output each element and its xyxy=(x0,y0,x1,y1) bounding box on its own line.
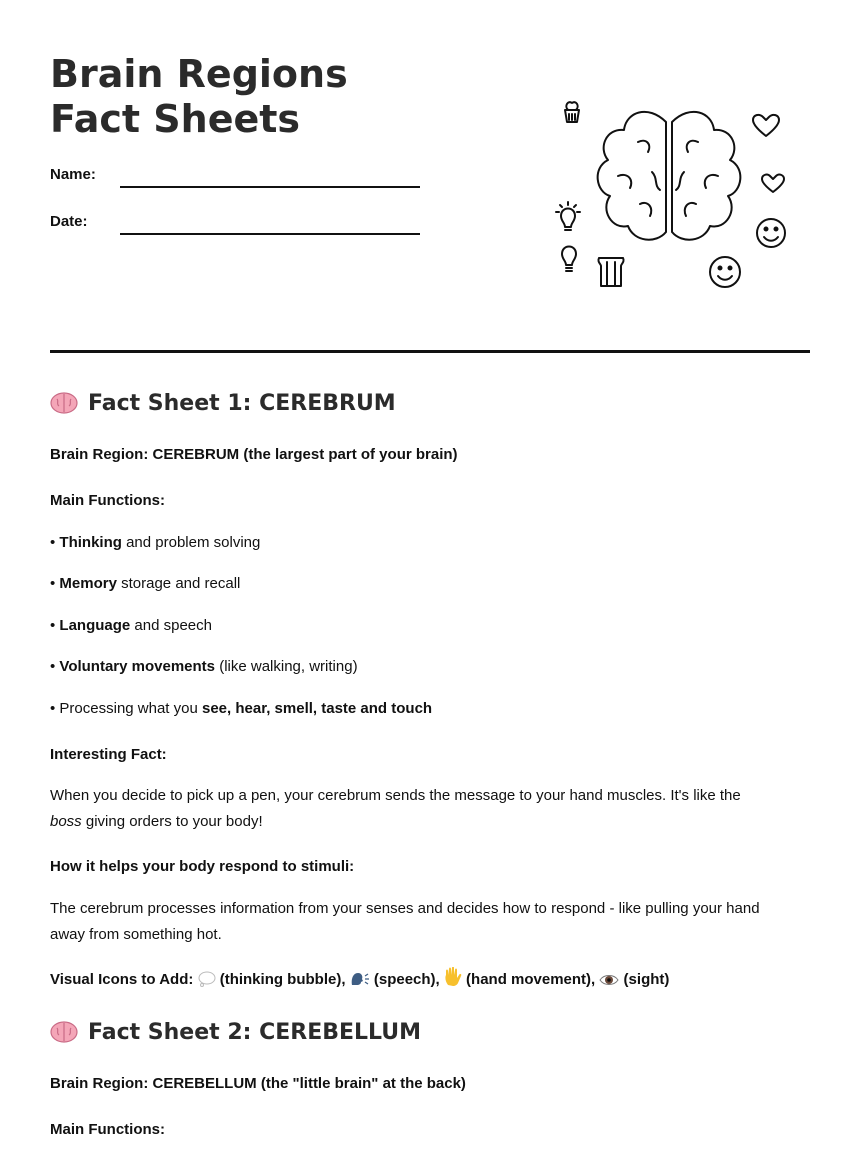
smiley-icon xyxy=(710,257,740,287)
brain-emoji-icon xyxy=(50,1020,78,1044)
list-item: • Voluntary movements (like walking, writing) xyxy=(50,658,358,675)
name-line[interactable] xyxy=(120,186,420,188)
brain-drawing-icon xyxy=(598,112,741,240)
smiley-icon xyxy=(757,219,785,247)
section-divider xyxy=(50,350,810,353)
thought-bubble-icon xyxy=(198,971,216,987)
date-label: Date: xyxy=(50,213,88,230)
date-field xyxy=(50,213,430,237)
spinning-top-icon xyxy=(598,258,623,286)
list-item: • Language and speech xyxy=(50,617,212,634)
interesting-fact-label: Interesting Fact: xyxy=(50,746,167,763)
heart-icon xyxy=(753,115,779,136)
date-line[interactable] xyxy=(120,233,420,235)
main-functions-label-2: Main Functions: xyxy=(50,1121,165,1138)
fact-sheet-1-title: Fact Sheet 1: CEREBRUM xyxy=(88,390,396,416)
heart-icon xyxy=(762,175,784,192)
name-label: Name: xyxy=(50,166,96,183)
page-title: Brain Regions Fact Sheets xyxy=(50,52,348,141)
lightbulb-icon xyxy=(556,202,580,230)
region-line-2: Brain Region: CEREBELLUM (the "little brain" at the back) xyxy=(50,1075,466,1092)
region-line: Brain Region: CEREBRUM (the largest part of your brain) xyxy=(50,446,458,463)
brain-emoji-icon xyxy=(50,391,78,415)
stimuli-text: The cerebrum processes information from your senses and decides how to respond - like pulling your hand away from something hot. xyxy=(50,900,760,943)
fact-sheet-1-heading xyxy=(50,388,396,418)
name-field xyxy=(50,166,430,190)
visual-icons-line: Visual Icons to Add: (thinking bubble), (speech), (hand movement), (sight) xyxy=(50,967,810,993)
eye-icon xyxy=(599,973,619,987)
speaking-head-icon xyxy=(350,971,370,987)
list-item: • Processing what you see, hear, smell, taste and touch xyxy=(50,700,433,717)
lightbulb-icon xyxy=(562,247,576,272)
fact-sheet-2-heading xyxy=(50,1017,421,1047)
interesting-fact-text: When you decide to pick up a pen, your cerebrum sends the message to your hand muscles. It's like the boss giving orders to your body! xyxy=(50,787,741,830)
list-item: • Thinking and problem solving xyxy=(50,534,261,551)
gear-shower-icon xyxy=(565,102,579,122)
list-item: • Memory storage and recall xyxy=(50,575,241,592)
brain-illustration xyxy=(548,92,798,292)
stimuli-label: How it helps your body respond to stimuli: xyxy=(50,858,355,875)
main-functions-label: Main Functions: xyxy=(50,492,165,509)
raised-hand-icon xyxy=(444,967,462,987)
fact-sheet-2-title: Fact Sheet 2: CEREBELLUM xyxy=(88,1019,422,1045)
